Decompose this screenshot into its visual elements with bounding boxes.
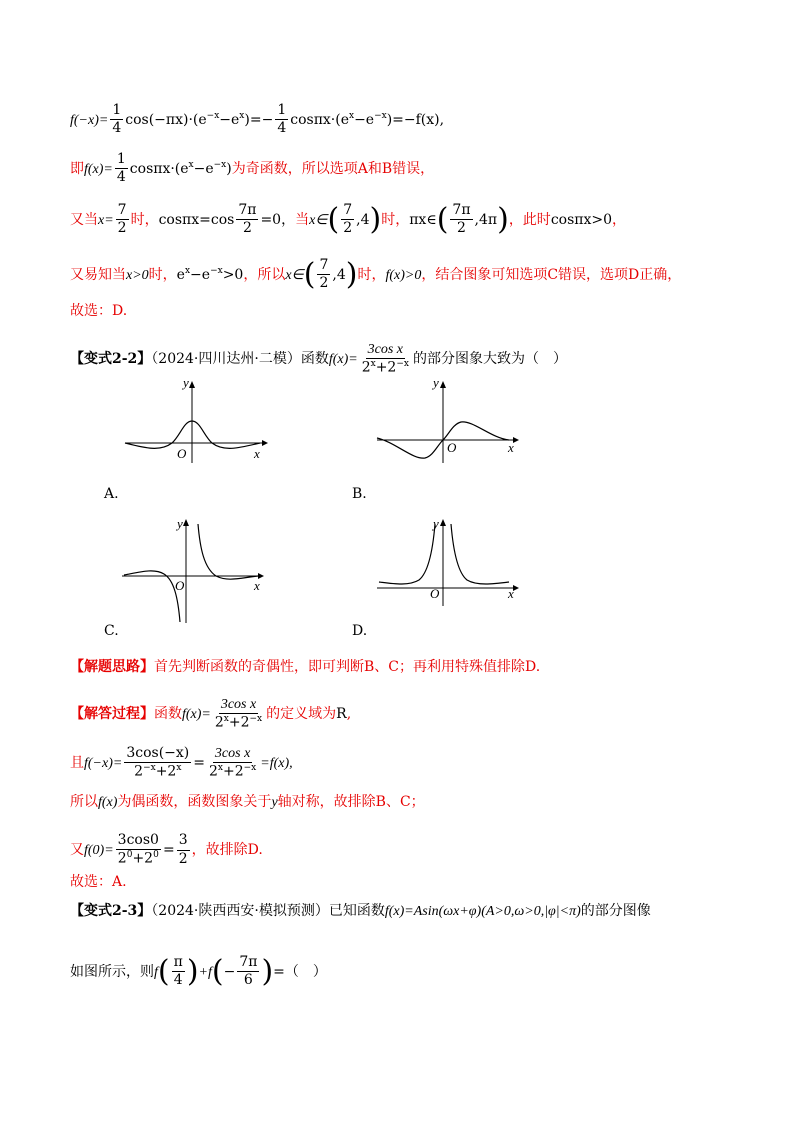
- origin-label: O: [175, 578, 185, 593]
- fraction-num: 1: [115, 152, 128, 169]
- math-text: f(x): [98, 795, 118, 810]
- math-text: −e: [354, 111, 375, 128]
- fraction-den: 4: [173, 972, 183, 989]
- math-text: +2: [155, 764, 177, 781]
- math-text: 2: [208, 764, 218, 781]
- math-text: f(−x)=: [70, 112, 109, 128]
- text: 的定义域为: [266, 706, 337, 723]
- fraction: [237, 955, 259, 989]
- math-text: x>0: [126, 267, 149, 283]
- math-text: −e: [219, 111, 240, 128]
- fraction-num: 1: [110, 103, 123, 120]
- problem22-stem: [70, 342, 567, 376]
- math-sup: −x: [396, 359, 409, 370]
- curve-left: [379, 524, 435, 584]
- math-text: −e: [190, 266, 211, 283]
- math-sup: −x: [143, 763, 156, 774]
- solution1-line3: 又当x= $\frac{7}{2}$ 时，cosπx=cos $\frac{7\pi}{2}$ =0，当x∈( $\frac{7}{2}$ ,4)时，πx∈( $\frac{7\pi}{2}$ ,4π)，此时cosπx>0，: [70, 201, 627, 237]
- option-d-label: D.: [352, 623, 368, 639]
- math-text: 2: [134, 764, 144, 781]
- origin-label: O: [447, 440, 457, 455]
- math-text: ,4: [332, 266, 346, 283]
- fraction-num: 7π: [450, 203, 472, 220]
- text: 又: [70, 842, 84, 859]
- axis-label-y: y: [177, 516, 183, 531]
- fraction-num: 1: [275, 103, 288, 120]
- fraction-den: 6: [243, 972, 253, 989]
- text: 当: [295, 211, 310, 228]
- math-sup: x: [217, 763, 223, 774]
- math-text: πx∈: [409, 211, 437, 228]
- problem-tag: 【变式2-3】: [70, 903, 152, 919]
- math-sup: x: [239, 111, 245, 122]
- math-text: +2: [228, 715, 250, 732]
- fraction-num: 3cos(−x): [124, 746, 191, 763]
- option-b-label: B.: [352, 486, 367, 502]
- axis-label-x: x: [508, 586, 514, 601]
- problem23-stem-line2: 如图所示，则f( $\frac{\pi}{4}$ )+f(− $\frac{7\pi}{6}$ )=（ ）: [70, 953, 327, 989]
- math-sup: x: [188, 160, 194, 171]
- curve-right: [198, 524, 258, 579]
- solution2-even: [70, 746, 293, 780]
- math-text: cosπx>0: [550, 211, 613, 228]
- math-text: e: [176, 266, 185, 283]
- fraction-num: 3cos x: [366, 342, 405, 359]
- axis-label-y: y: [433, 516, 439, 531]
- math-text: +2: [222, 764, 244, 781]
- text: 为奇函数，所以选项A和B错误，: [231, 160, 435, 177]
- math-text: x∈: [285, 267, 304, 283]
- math-text: x∈: [309, 212, 328, 228]
- fraction: [236, 203, 258, 237]
- fraction: [172, 955, 185, 989]
- y-axis-arrow: [440, 381, 446, 388]
- fraction-num: 3cos x: [219, 697, 258, 714]
- math-text: ): [226, 160, 232, 177]
- fraction-num: 7π: [236, 203, 258, 220]
- math-text: cosπx=cos: [158, 211, 235, 228]
- math-text: 2: [117, 851, 127, 868]
- text: ，所以: [243, 266, 286, 283]
- math-sup: −x: [243, 763, 257, 774]
- fraction-den: 2: [343, 220, 353, 237]
- fraction-den: 4: [112, 120, 122, 137]
- text: （2024·陕西西安·模拟预测）已知函数: [151, 903, 385, 919]
- fraction: [110, 103, 123, 137]
- math-sup: x: [176, 763, 182, 774]
- fraction-den: [116, 850, 161, 867]
- option-a-label: A.: [104, 486, 119, 502]
- text: 又易知当: [70, 266, 126, 283]
- fraction-den: [132, 763, 183, 780]
- origin-label: O: [177, 446, 187, 461]
- math-text: +2: [132, 851, 154, 868]
- fraction: [275, 103, 288, 137]
- fraction: [116, 833, 161, 867]
- math-text: cosπx·(e: [129, 160, 189, 177]
- math-text: R: [336, 706, 347, 723]
- solution2-answer: 故选：A.: [70, 874, 127, 890]
- fraction-den: 4: [277, 120, 287, 137]
- math-text: ,4: [356, 211, 370, 228]
- math-text: cosπx·(e: [290, 111, 349, 128]
- math-sup: x: [223, 714, 229, 725]
- math-text: +2: [375, 360, 397, 377]
- math-sup: −x: [213, 160, 227, 171]
- text: ，此时: [508, 211, 551, 228]
- y-axis-arrow: [440, 519, 446, 526]
- fraction: [341, 203, 354, 237]
- solution2-conclude: [70, 795, 425, 810]
- math-text: x=: [98, 212, 114, 228]
- math-text: >0: [222, 266, 244, 283]
- text: 时，: [130, 211, 159, 228]
- fraction-den: 4: [116, 169, 126, 186]
- text: 函数: [154, 706, 182, 723]
- graph-option-a: [120, 378, 270, 468]
- math-sup: x: [184, 266, 191, 277]
- fraction-den: 2: [242, 220, 252, 237]
- text: 轴对称，故排除B、C；: [277, 794, 425, 810]
- math-text: y: [271, 795, 278, 810]
- fraction: [177, 833, 190, 867]
- axis-label-x: x: [254, 446, 260, 461]
- math-text: f(x)=Asin(ωx+φ)(A>0,ω>0,|φ|<π): [384, 904, 581, 919]
- math-sup: x: [348, 111, 355, 122]
- text: 所以: [70, 794, 98, 810]
- graph-option-c: [120, 518, 270, 628]
- process-tag: 【解答过程】: [70, 706, 154, 723]
- solution2-zero: [70, 833, 263, 867]
- text: =（ ）: [273, 963, 327, 980]
- fraction-den: 2: [117, 220, 127, 237]
- y-axis-arrow: [189, 381, 195, 388]
- curve-left: [124, 571, 180, 622]
- math-sup: −x: [210, 266, 223, 277]
- axis-label-y: y: [433, 375, 439, 390]
- text: ,: [346, 706, 352, 723]
- math-text: )=−: [244, 111, 274, 128]
- axis-label-y: y: [183, 375, 189, 390]
- math-text: 2: [361, 360, 371, 377]
- fraction-num: 7: [116, 203, 129, 220]
- fraction-num: 7: [341, 203, 354, 220]
- text: 为偶函数，函数图象关于: [117, 794, 272, 810]
- math-sup: 0: [126, 850, 133, 861]
- fraction-num: 3cos x: [213, 746, 252, 763]
- text: 的部分图象大致为（ ）: [412, 351, 567, 368]
- math-text: f(−x)=: [84, 756, 123, 772]
- math-text: 2: [214, 715, 224, 732]
- text: 的部分图像: [580, 903, 651, 919]
- text: 又当: [70, 211, 98, 228]
- fraction: [360, 342, 411, 376]
- math-text: )=−f(x),: [386, 111, 445, 128]
- problem23-stem-line1: [70, 904, 651, 919]
- text: ，: [612, 211, 627, 228]
- fraction-den: 2: [457, 220, 466, 237]
- axis-label-x: x: [254, 578, 260, 593]
- fraction-den: [213, 714, 264, 731]
- text: 时，: [357, 266, 386, 283]
- text: 时，: [381, 211, 410, 228]
- fraction: [115, 152, 128, 186]
- math-text: f(x)=: [328, 352, 358, 368]
- math-sup: x: [370, 359, 376, 370]
- text: 且: [70, 755, 84, 772]
- problem-tag: 【变式2-2】: [70, 351, 152, 368]
- math-text: cos(−πx)·(e: [125, 111, 207, 128]
- fraction-num: 7: [317, 258, 330, 275]
- solution1-line2: [70, 152, 434, 186]
- math-text: =: [193, 755, 205, 772]
- fraction: [317, 258, 330, 292]
- math-text: f(x)=: [84, 161, 113, 177]
- fraction-num: 3: [177, 833, 190, 850]
- fraction: [124, 746, 191, 780]
- text: 如图所示，则: [70, 963, 154, 980]
- option-c-label: C.: [104, 623, 119, 639]
- solution1-line4: 又易知当x>0时，$e^x-e^{-x}>0$，所以x∈( $\frac{7}{2}$ ,4)时，f(x)>0，结合图象可知选项C错误，选项D正确，: [70, 256, 682, 292]
- math-sup: −x: [374, 111, 387, 122]
- fraction: [213, 697, 264, 731]
- math-text: −e: [193, 160, 214, 177]
- math-sup: 0: [153, 850, 159, 861]
- math-text: ,4π: [474, 211, 498, 228]
- math-text: −: [223, 963, 236, 980]
- fraction-num: 3cos0: [116, 833, 161, 850]
- text: 即: [70, 160, 84, 177]
- math-text: f(x)=: [182, 707, 211, 723]
- math-text: +f: [198, 964, 212, 980]
- fraction-den: [360, 359, 411, 376]
- math-text: =f(x),: [260, 756, 293, 772]
- math-sup: −x: [206, 111, 220, 122]
- fraction-den: 2: [178, 850, 188, 867]
- math-text: f(0)=: [84, 843, 114, 859]
- solution2-idea: [70, 660, 540, 674]
- curve-right: [451, 524, 509, 584]
- origin-label: O: [430, 586, 440, 601]
- text: ，结合图象可知选项C错误，选项D正确，: [421, 266, 682, 283]
- fraction-num: 7π: [237, 955, 259, 972]
- solution2-process: [70, 697, 351, 731]
- text: 时，: [148, 266, 177, 283]
- fraction: [207, 746, 258, 780]
- idea-tag: 【解题思路】: [70, 659, 154, 675]
- solution1-answer: 故选：D.: [70, 303, 128, 319]
- x-axis-arrow: [262, 440, 268, 446]
- text: 首先判断函数的奇偶性，即可判断B、C；再利用特殊值排除D.: [154, 659, 541, 675]
- axis-label-x: x: [508, 440, 514, 455]
- fraction-den: [207, 763, 258, 780]
- math-sup: −x: [249, 714, 263, 725]
- math-text: =: [162, 842, 175, 859]
- fraction-den: 2: [319, 275, 329, 292]
- fraction-num: π: [172, 955, 185, 972]
- math-text: f(x)>0: [385, 267, 422, 283]
- math-text: =0，: [260, 211, 296, 228]
- text: ，故排除D.: [191, 842, 263, 859]
- solution1-line1: [70, 103, 444, 137]
- math-text: f: [154, 964, 158, 980]
- fraction: [116, 203, 129, 237]
- graph-option-d: [375, 518, 525, 608]
- text: （2024·四川达州·二模）函数: [151, 351, 329, 368]
- y-axis-arrow: [183, 519, 189, 526]
- fraction: [450, 203, 472, 237]
